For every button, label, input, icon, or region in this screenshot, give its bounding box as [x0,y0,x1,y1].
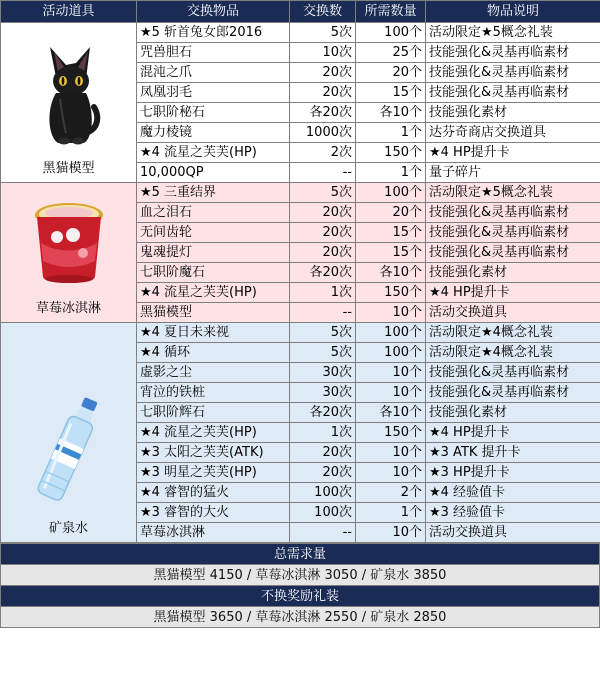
exchange-item-cell: ★4 流星之芙芙(HP) [137,143,290,163]
exchange-item-cell: ★4 流星之芙芙(HP) [137,423,290,443]
exchange-count-cell: 2次 [290,143,356,163]
exchange-count-cell: 5次 [290,183,356,203]
required-amount-cell: 150个 [356,423,426,443]
exchange-item-cell: ★3 睿智的大火 [137,503,290,523]
description-cell: ★3 HP提升卡 [426,463,600,483]
description-cell: ★4 HP提升卡 [426,423,600,443]
required-amount-cell: 25个 [356,43,426,63]
exchange-count-cell: -- [290,163,356,183]
summary-table [0,543,600,628]
exchange-count-cell: 20次 [290,83,356,103]
required-amount-cell: 2个 [356,483,426,503]
description-cell: 技能强化&灵基再临素材 [426,363,600,383]
required-amount-cell: 10个 [356,523,426,543]
required-amount-cell: 10个 [356,363,426,383]
required-amount-cell: 各10个 [356,403,426,423]
summary-title: 总需求量 [1,544,600,565]
exchange-item-cell: 虚影之尘 [137,363,290,383]
description-cell: 技能强化&灵基再临素材 [426,223,600,243]
black-cat-figure-icon [1,37,136,149]
exchange-item-cell: 七职阶秘石 [137,103,290,123]
exchange-item-cell: 鬼魂提灯 [137,243,290,263]
summary-text: 黑猫模型 3650 / 草莓冰淇淋 2550 / 矿泉水 2850 [1,607,600,628]
required-amount-cell: 10个 [356,443,426,463]
required-amount-cell: 1个 [356,123,426,143]
exchange-count-cell: 5次 [290,343,356,363]
required-amount-cell: 15个 [356,83,426,103]
exchange-item-cell: ★5 斩首兔女郎2016 [137,23,290,43]
description-cell: 技能强化&灵基再临素材 [426,43,600,63]
exchange-item-cell: ★5 三重结界 [137,183,290,203]
summary-title-row [1,544,600,565]
required-amount-cell: 1个 [356,503,426,523]
header-exchange-count: 交换数 [290,1,356,23]
required-amount-cell: 150个 [356,283,426,303]
exchange-item-cell: ★3 太阳之芙芙(ATK) [137,443,290,463]
required-amount-cell: 各10个 [356,103,426,123]
exchange-item-cell: 草莓冰淇淋 [137,523,290,543]
description-cell: ★3 ATK 提升卡 [426,443,600,463]
exchange-item-cell: 咒兽胆石 [137,43,290,63]
header-required-amount: 所需数量 [356,1,426,23]
description-cell: 技能强化&灵基再临素材 [426,83,600,103]
description-cell: ★4 HP提升卡 [426,143,600,163]
summary-value-row [1,607,600,628]
required-amount-cell: 20个 [356,63,426,83]
exchange-count-cell: 20次 [290,243,356,263]
description-cell: ★4 经验值卡 [426,483,600,503]
description-cell: 活动限定★5概念礼装 [426,23,600,43]
description-cell: ★4 HP提升卡 [426,283,600,303]
exchange-count-cell: 30次 [290,363,356,383]
description-cell: 技能强化&灵基再临素材 [426,63,600,83]
event-item-name: 草莓冰淇淋 [35,301,101,316]
required-amount-cell: 100个 [356,183,426,203]
event-item-name: 矿泉水 [48,521,88,536]
exchange-count-cell: 各20次 [290,403,356,423]
required-amount-cell: 1个 [356,163,426,183]
summary-title: 不换奖励礼装 [1,586,600,607]
description-cell: 技能强化素材 [426,403,600,423]
exchange-count-cell: 1次 [290,423,356,443]
description-cell: 技能强化&灵基再临素材 [426,203,600,223]
exchange-count-cell: 20次 [290,203,356,223]
exchange-count-cell: 30次 [290,383,356,403]
exchange-count-cell: 5次 [290,23,356,43]
strawberry-ice-cream-section [1,183,137,323]
description-cell: 技能强化素材 [426,103,600,123]
exchange-item-cell: 黑猫模型 [137,303,290,323]
required-amount-cell: 100个 [356,343,426,363]
exchange-item-cell: ★4 睿智的猛火 [137,483,290,503]
description-cell: 活动交换道具 [426,523,600,543]
required-amount-cell: 150个 [356,143,426,163]
exchange-item-cell: ★4 循环 [137,343,290,363]
required-amount-cell: 10个 [356,303,426,323]
required-amount-cell: 10个 [356,463,426,483]
description-cell: ★3 经验值卡 [426,503,600,523]
exchange-count-cell: -- [290,523,356,543]
summary-value-row [1,565,600,586]
description-cell: 技能强化素材 [426,263,600,283]
exchange-count-cell: 各20次 [290,263,356,283]
summary-title-row [1,586,600,607]
description-cell: 活动交换道具 [426,303,600,323]
description-cell: 达芬奇商店交换道具 [426,123,600,143]
exchange-count-cell: 20次 [290,223,356,243]
table-row [1,23,600,43]
table-row [1,183,600,203]
required-amount-cell: 15个 [356,243,426,263]
required-amount-cell: 各10个 [356,263,426,283]
description-cell: 活动限定★4概念礼装 [426,343,600,363]
description-cell: 技能强化&灵基再临素材 [426,243,600,263]
black-cat-section [1,23,137,183]
exchange-count-cell: -- [290,303,356,323]
exchange-item-cell: 宵泣的铁桩 [137,383,290,403]
exchange-count-cell: 20次 [290,463,356,483]
exchange-count-cell: 100次 [290,483,356,503]
exchange-item-cell: ★3 明星之芙芙(HP) [137,463,290,483]
header-exchange-item: 交换物品 [137,1,290,23]
exchange-item-cell: 血之泪石 [137,203,290,223]
exchange-count-cell: 10次 [290,43,356,63]
required-amount-cell: 100个 [356,23,426,43]
exchange-count-cell: 20次 [290,63,356,83]
description-cell: 活动限定★4概念礼装 [426,323,600,343]
summary-text: 黑猫模型 4150 / 草莓冰淇淋 3050 / 矿泉水 3850 [1,565,600,586]
mineral-water-bottle-icon [1,391,136,509]
exchange-item-cell: 无间齿轮 [137,223,290,243]
exchange-item-cell: 七职阶辉石 [137,403,290,423]
exchange-count-cell: 20次 [290,443,356,463]
strawberry-ice-cream-icon [1,197,136,289]
exchange-count-cell: 5次 [290,323,356,343]
required-amount-cell: 100个 [356,323,426,343]
exchange-item-cell: ★4 流星之芙芙(HP) [137,283,290,303]
required-amount-cell: 15个 [356,223,426,243]
exchange-count-cell: 1次 [290,283,356,303]
exchange-count-cell: 100次 [290,503,356,523]
mineral-water-section [1,323,137,543]
required-amount-cell: 10个 [356,383,426,403]
header-description: 物品说明 [426,1,600,23]
exchange-item-cell: 10,000QP [137,163,290,183]
description-cell: 量子碎片 [426,163,600,183]
description-cell: 活动限定★5概念礼装 [426,183,600,203]
exchange-item-cell: 凤凰羽毛 [137,83,290,103]
exchange-count-cell: 1000次 [290,123,356,143]
header-row [1,1,600,23]
exchange-item-cell: 魔力棱镜 [137,123,290,143]
header-event-item: 活动道具 [1,1,137,23]
exchange-count-cell: 各20次 [290,103,356,123]
description-cell: 技能强化&灵基再临素材 [426,383,600,403]
exchange-item-cell: 七职阶魔石 [137,263,290,283]
table-row [1,323,600,343]
event-item-name: 黑猫模型 [42,161,95,176]
exchange-item-cell: ★4 夏日未来视 [137,323,290,343]
exchange-item-cell: 混沌之爪 [137,63,290,83]
required-amount-cell: 20个 [356,203,426,223]
